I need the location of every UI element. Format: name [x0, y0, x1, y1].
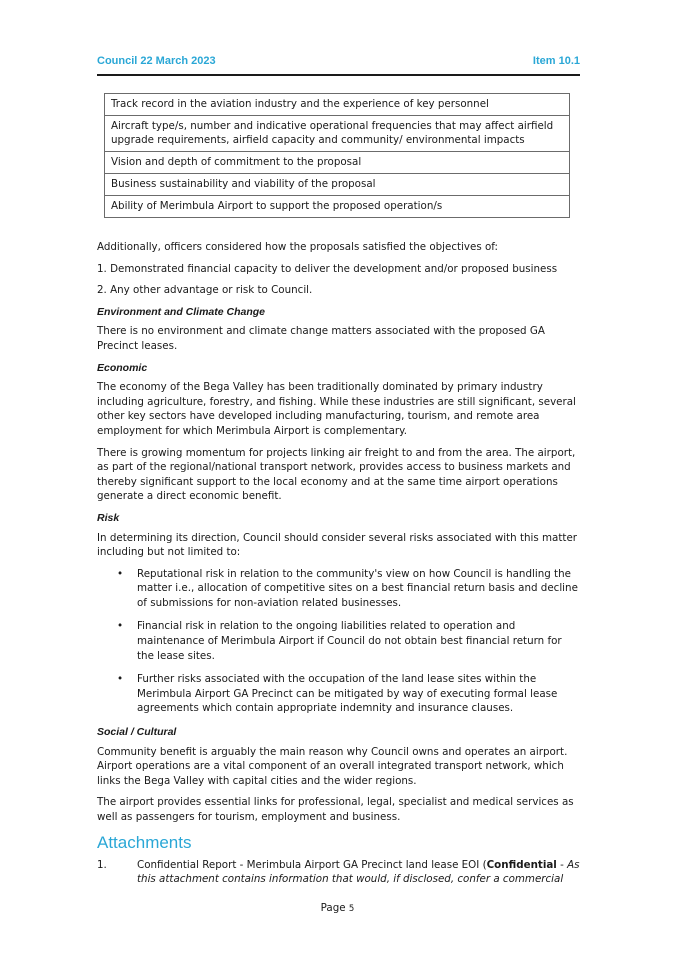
risk-list: [97, 567, 580, 716]
table-cell: Aircraft type/s, number and indicative operational frequencies that may affect airfield upgrade requirements, airfield capacity and community/ environmental impacts: [105, 116, 570, 152]
intro-paragraph: Additionally, officers considered how the proposals satisfied the objectives of:: [97, 241, 499, 253]
page-label: Page: [320, 902, 346, 914]
objective-1: 1. Demonstrated financial capacity to deliver the development and/or proposed business: [97, 262, 558, 275]
list-item: • Reputational risk in relation to the community's view on how Council is handling the matter i.e., allocation of competitive sites on a best financial return basis and decline of submissions for non-aviation related businesses.: [137, 567, 580, 611]
environment-heading: Environment and Climate Change: [97, 305, 266, 318]
list-item: • Financial risk in relation to the ongoing liabilities related to operation and maintenance of Merimbula Airport if Council do not obtain best financial return for the lease sites.: [137, 619, 580, 663]
table-cell: Business sustainability and viability of the proposal: [105, 174, 570, 196]
table-row: [105, 116, 570, 152]
social-heading: Social / Cultural: [97, 726, 177, 739]
table-row: [105, 94, 570, 116]
page-number: 5: [348, 904, 355, 914]
attachment-number: 1.: [97, 858, 107, 871]
page-header: [97, 54, 580, 76]
table-row: [105, 196, 570, 218]
meeting-date: Council 22 March 2023: [97, 55, 216, 67]
item-number: Item 10.1: [532, 55, 580, 67]
criteria-table: [104, 93, 570, 218]
table-row: [105, 174, 570, 196]
attachments-heading: Attachments: [97, 832, 192, 852]
attachment-dash: -: [556, 858, 568, 871]
risk-intro: In determining its direction, Council should consider several risks associated with this matter including but not limited to:: [97, 531, 578, 559]
attachment-item: [97, 858, 580, 887]
report-body: [97, 240, 580, 887]
social-paragraph-2: The airport provides essential links for professional, legal, specialist and medical services as well as passengers for tourism, employment and business.: [97, 796, 574, 823]
attachment-text: Confidential Report - Merimbula Airport GA Precinct land lease EOI (: [137, 858, 487, 871]
objective-2: 2. Any other advantage or risk to Council.: [97, 284, 313, 297]
list-item: • Further risks associated with the occupation of the land lease sites within the Merimbula Airport GA Precinct can be mitigated by way of executing formal lease agreements which contain appropriate indemnity and insurance clauses.: [137, 672, 580, 716]
social-paragraph-1: Community benefit is arguably the main reason why Council owns and operates an airport. Airport operations are a vital component of an overall integrated transport network, which links the Bega Valley with capital cities and the wider regions.: [97, 745, 568, 787]
economic-heading: Economic: [97, 361, 148, 374]
economic-paragraph-1: The economy of the Bega Valley has been traditionally dominated by primary industry including agriculture, forestry, and fishing. While these industries are still significant, several other key sectors have developed including manufacturing, tourism, and remote area employment for which Merimbula Airport is complementary.: [97, 381, 576, 437]
attachment-note: As this attachment contains information that would, if disclosed, confer a commercial: [137, 858, 580, 886]
table-row: [105, 152, 570, 174]
economic-paragraph-2: There is growing momentum for projects linking air freight to and from the area. The airport, as part of the regional/national transport network, provides access to business markets and thereby significant support to the local economy and at the same time airport operations generate a direct economic benefit.: [97, 446, 576, 503]
confidential-label: Confidential: [486, 858, 557, 871]
risk-heading: Risk: [97, 511, 120, 524]
table-cell: Track record in the aviation industry and the experience of key personnel: [105, 94, 570, 116]
environment-paragraph: There is no environment and climate change matters associated with the proposed GA Precinct leases.: [97, 325, 545, 352]
table-cell: Ability of Merimbula Airport to support the proposed operation/s: [105, 196, 570, 218]
table-cell: Vision and depth of commitment to the proposal: [105, 152, 570, 174]
page-footer: [0, 902, 675, 914]
